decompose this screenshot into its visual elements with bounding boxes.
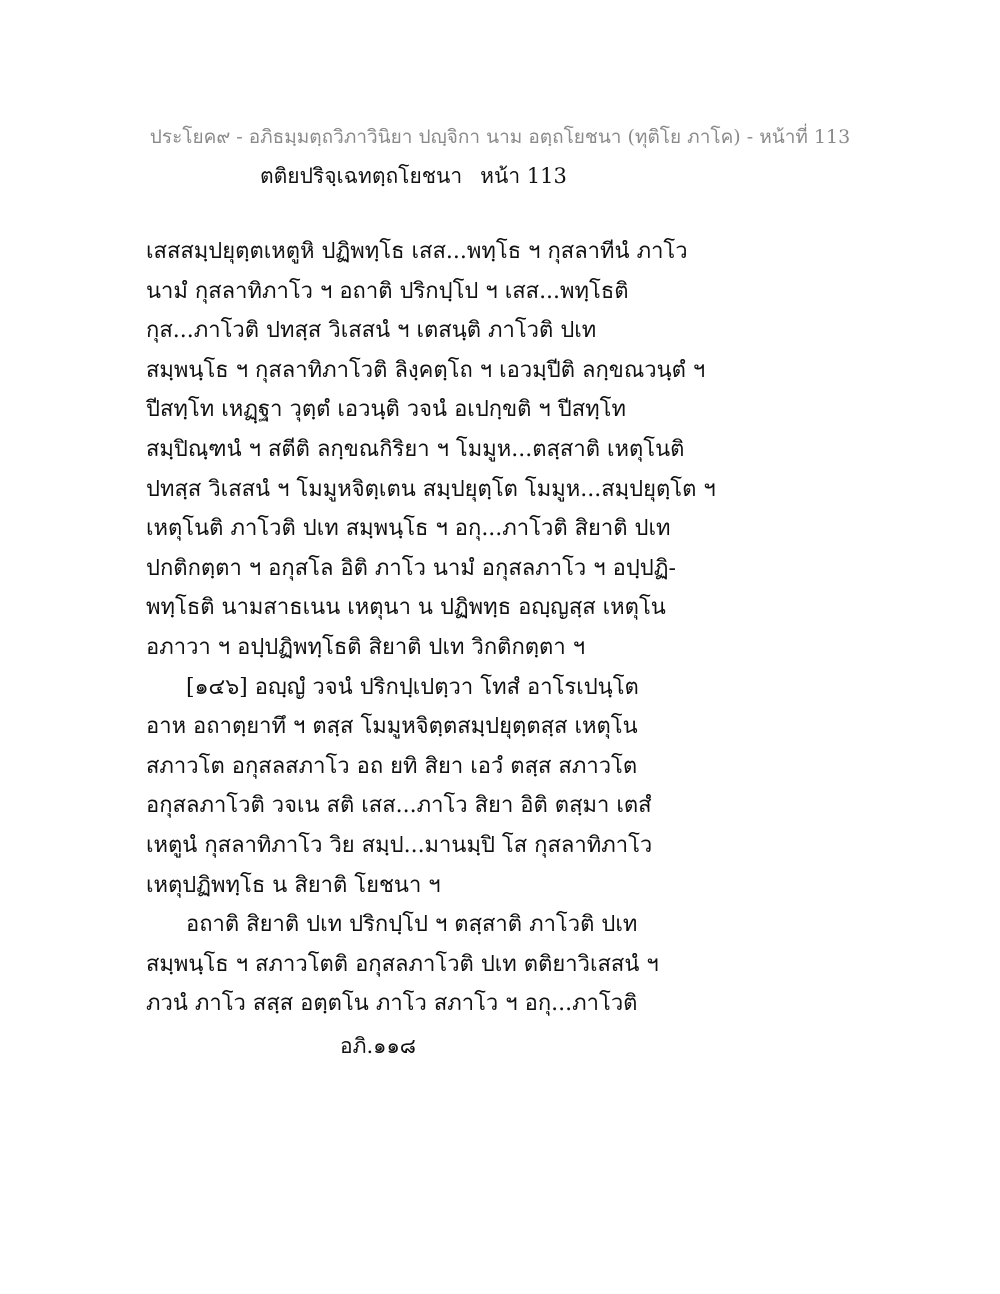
text-line: สมฺพนฺโธ ฯ สภาวโตติ อกุสลภาโวติ ปเท ตติยาวิเสสนํ ฯ bbox=[146, 951, 659, 977]
paragraph-start: อถาติ สิยาติ ปเท ปริกปฺโป ฯ ตสฺสาติ ภาโวติ ปเท bbox=[186, 912, 638, 938]
text-line: ปีสทฺโท เหฏฺฐา วุตฺตํ เอวนฺติ วจนํ อเปกฺขติ ฯ ปีสทฺโท bbox=[146, 397, 626, 423]
text-line: ปทสฺส วิเสสนํ ฯ โมมูหจิตฺเตน สมฺปยุตฺโต โมมูห...สมฺปยุตฺโต ฯ bbox=[146, 476, 716, 502]
text-line: อกุสลภาโวติ วจเน สติ เสส...ภาโว สิยา อิติ ตสฺมา เตสํ bbox=[146, 793, 652, 819]
text-line: กุส...ภาโวติ ปทสฺส วิเสสนํ ฯ เตสนฺติ ภาโวติ ปเท bbox=[146, 318, 597, 344]
text-line: เสสสมฺปยุตฺตเหตูหิ ปฏิพทฺโธ เสส...พทฺโธ ฯ กุสลาทีนํ ภาโว bbox=[146, 239, 688, 264]
text-line: เหตุโนติ ภาโวติ ปเท สมฺพนฺโธ ฯ อกุ...ภาโวติ สิยาติ ปเท bbox=[146, 516, 671, 542]
section-title: ตติยปริจฺเฉทตฺถโยชนา bbox=[260, 164, 463, 188]
page-label: หน้า 113 bbox=[480, 164, 567, 188]
section-header bbox=[260, 160, 567, 193]
footer-reference: อภิ.๑๑๘ bbox=[340, 1034, 416, 1058]
text-line: อาห อถาตฺยาทึ ฯ ตสฺส โมมูหจิตฺตสมฺปยุตฺตสฺส เหตุโน bbox=[146, 714, 638, 740]
running-page-header: ประโยค๙ - อภิธมฺมตฺถวิภาวินิยา ปญฺจิกา นาม อตฺถโยชนา (ทุติโย ภาโค) - หน้าที่ 113 bbox=[149, 126, 851, 148]
text-line: พทฺโธติ นามสาธเนน เหตุนา น ปฏิพทฺธ อญฺญสฺส เหตุโน bbox=[146, 595, 666, 621]
text-line: อภาวา ฯ อปฺปฏิพทฺโธติ สิยาติ ปเท วิกติกตฺตา ฯ bbox=[146, 634, 586, 660]
text-line: ปกติกตฺตา ฯ อกุสโล อิติ ภาโว นามํ อกุสลภาโว ฯ อปฺปฏิ- bbox=[146, 555, 676, 581]
text-line: สภาวโต อกุสลสภาโว อถ ยทิ สิยา เอวํ ตสฺส สภาวโต bbox=[146, 753, 638, 779]
text-line: เหตูนํ กุสลาทิภาโว วิย สมฺป...มานมฺปิ โส กุสลาทิภาโว bbox=[146, 832, 653, 858]
text-line: ภวนํ ภาโว สสฺส อตฺตโน ภาโว สภาโว ฯ อกุ...ภาโวติ bbox=[146, 991, 638, 1017]
body-text bbox=[146, 232, 846, 1024]
paragraph-146-start: [๑๔๖] อญฺญํ วจนํ ปริกปฺเปตฺวา โทสํ อาโรเปนฺโต bbox=[186, 674, 639, 700]
text-line: เหตุปฏิพทฺโธ น สิยาติ โยชนา ฯ bbox=[146, 872, 441, 898]
text-line: นามํ กุสลาทิภาโว ฯ อถาติ ปริกปฺโป ฯ เสส...พทฺโธติ bbox=[146, 278, 629, 304]
text-line: สมฺปิณฺฑนํ ฯ สตีติ ลกฺขณกิริยา ฯ โมมูห...ตสฺสาติ เหตุโนติ bbox=[146, 436, 685, 462]
text-line: สมฺพนฺโธ ฯ กุสลาทิภาโวติ ลิงฺคตฺโถ ฯ เอวมฺปีติ ลกฺขณวนฺตํ ฯ bbox=[146, 357, 706, 383]
